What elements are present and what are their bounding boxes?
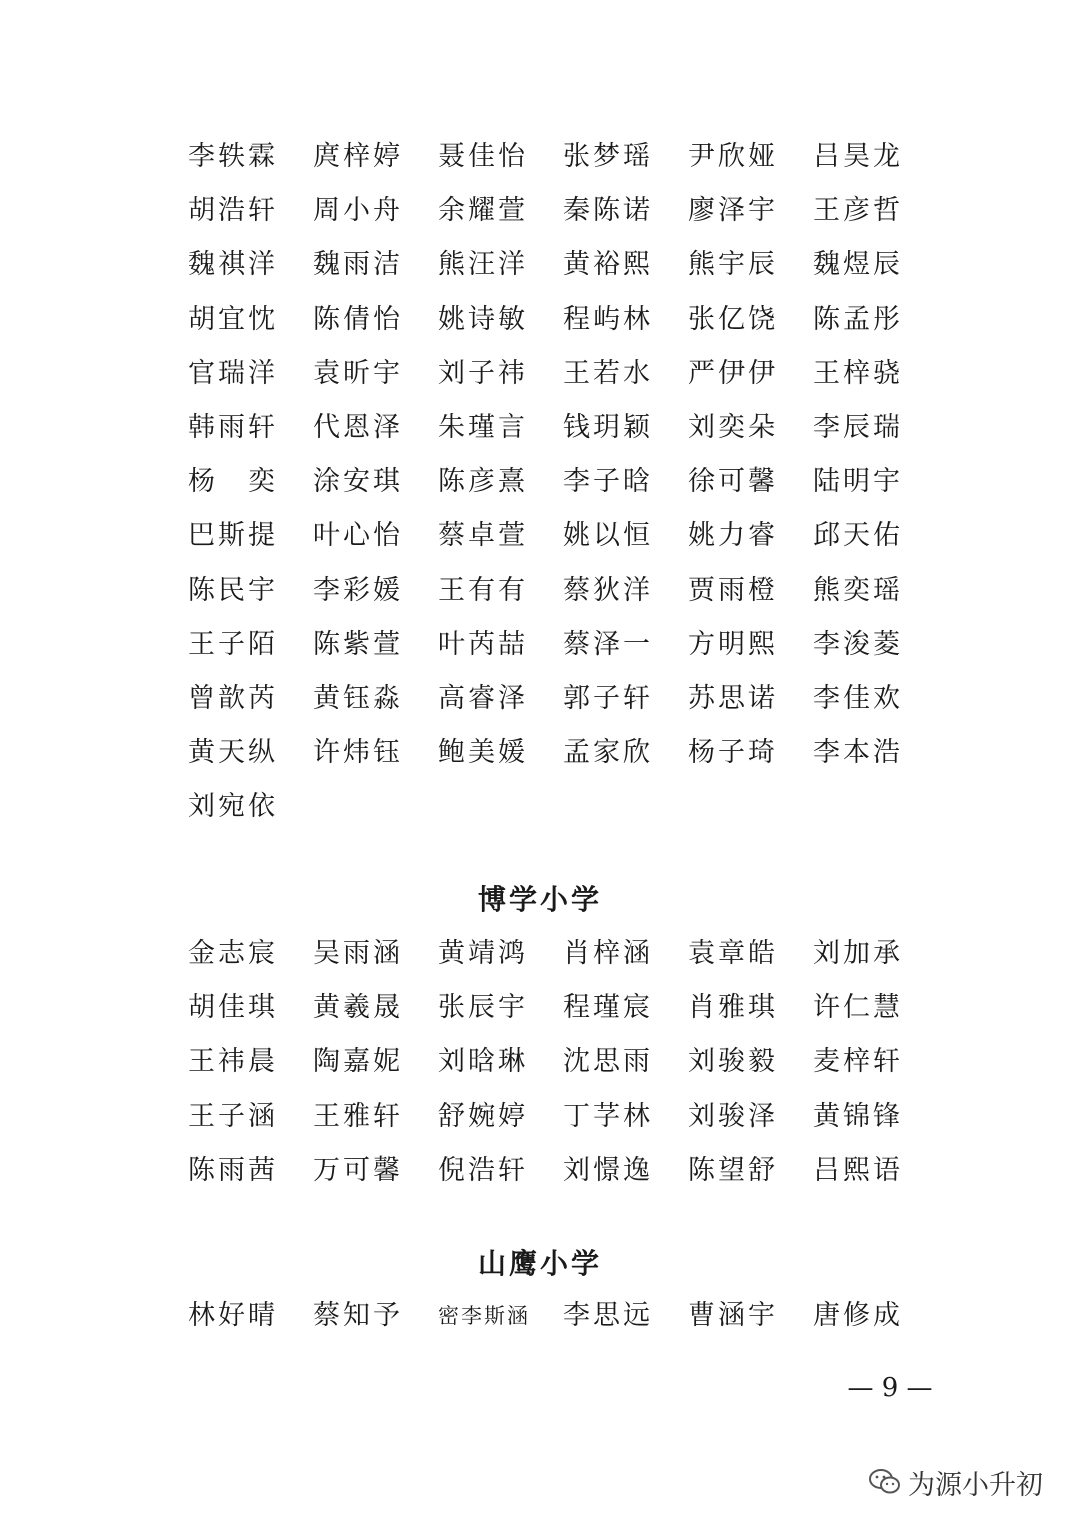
- student-name: 袁章皓: [688, 938, 778, 969]
- student-name: 张亿饶: [688, 303, 778, 335]
- student-name: 聂佳怡: [438, 141, 528, 172]
- student-name: 唐修成: [813, 1300, 903, 1331]
- student-name: 邱天佑: [813, 520, 903, 552]
- student-name: 刘加承: [813, 938, 903, 969]
- student-name: 王雅轩: [313, 1100, 403, 1132]
- student-name: 叶芮喆: [438, 628, 528, 660]
- student-name: 黄钰淼: [313, 682, 403, 714]
- student-name: 廖泽宇: [688, 195, 778, 227]
- student-name: 王彦哲: [813, 195, 903, 227]
- student-name: 官瑞洋: [188, 357, 278, 389]
- student-name: 李轶霖: [188, 141, 278, 172]
- student-name: 熊奕瑶: [813, 574, 903, 606]
- student-name: 黄天纵: [188, 737, 278, 769]
- student-name: 朱瑾言: [438, 411, 528, 443]
- watermark-text: 为源小升初: [908, 1469, 1043, 1501]
- student-name: 孟家欣: [563, 737, 653, 769]
- student-name: 陈紫萱: [313, 628, 403, 660]
- student-name: 曹涵宇: [688, 1300, 778, 1331]
- student-name: 姚以恒: [563, 520, 653, 552]
- student-name: 贾雨橙: [688, 574, 778, 606]
- student-name: 袁昕宇: [313, 357, 403, 389]
- name-list-shanying: [188, 1289, 948, 1343]
- student-name: 李辰瑞: [813, 411, 903, 443]
- student-name: 舒婉婷: [438, 1100, 528, 1132]
- student-name: 肖梓涵: [563, 938, 653, 969]
- student-name: 胡宜忱: [188, 303, 278, 335]
- student-name: 程屿林: [563, 303, 653, 335]
- student-name: 刘骏泽: [688, 1100, 778, 1132]
- student-name: 胡浩轩: [188, 195, 278, 227]
- student-name: 杨子琦: [688, 737, 778, 769]
- student-name: 李浚菱: [813, 628, 903, 660]
- student-name: 熊宇辰: [688, 249, 778, 281]
- student-name: 李本浩: [813, 737, 903, 769]
- student-name: 巴斯提: [188, 520, 278, 552]
- student-name: 韩雨轩: [188, 411, 278, 443]
- student-name: 吕昊龙: [813, 141, 903, 172]
- school-heading-boxue: 博学小学: [477, 883, 602, 916]
- student-name: 麦梓轩: [813, 1046, 903, 1078]
- student-name: 吴雨涵: [313, 938, 403, 969]
- student-name: 倪浩轩: [438, 1154, 528, 1186]
- page-number: — 9 —: [847, 1373, 933, 1403]
- student-name: 姚力睿: [688, 520, 778, 552]
- student-name: 陈民宇: [188, 574, 278, 606]
- student-name: 王有有: [438, 574, 528, 606]
- student-name: 李彩媛: [313, 574, 403, 606]
- student-name: 刘憬逸: [563, 1154, 653, 1186]
- student-name: 叶心怡: [313, 520, 403, 552]
- student-name: 丁芓林: [563, 1100, 653, 1132]
- student-name: 严伊伊: [688, 357, 778, 389]
- student-name: 密李斯涵: [438, 1304, 530, 1328]
- student-name: 尹欣娅: [688, 141, 778, 172]
- watermark: [868, 1462, 1043, 1502]
- student-name: 陈雨茜: [188, 1154, 278, 1186]
- student-name: 黄锦锋: [813, 1100, 903, 1132]
- student-name: 李思远: [563, 1300, 653, 1331]
- student-name: 吕熙语: [813, 1154, 903, 1186]
- school-heading-shanying: 山鹰小学: [477, 1247, 602, 1280]
- student-name: 蔡知予: [313, 1300, 403, 1331]
- student-name: 李子晗: [563, 466, 653, 498]
- wechat-icon: [868, 1467, 902, 1497]
- student-name: 陈孟彤: [813, 303, 903, 335]
- student-name: 万可馨: [313, 1154, 403, 1186]
- student-name: 张辰宇: [438, 992, 528, 1024]
- student-name: 魏祺洋: [188, 249, 278, 281]
- student-name: 刘子祎: [438, 357, 528, 389]
- student-name: 蔡卓萱: [438, 520, 528, 552]
- student-name: 王子涵: [188, 1100, 278, 1132]
- student-name: 李佳欢: [813, 682, 903, 714]
- student-name: 黄裕熙: [563, 249, 653, 281]
- student-name: 杨 奕: [188, 466, 278, 498]
- student-name: 陶嘉妮: [313, 1046, 403, 1078]
- name-list-boxue: [188, 927, 948, 1198]
- student-name: 徐可馨: [688, 466, 778, 498]
- student-name: 金志宸: [188, 938, 278, 969]
- student-name: 钱玥颖: [563, 411, 653, 443]
- student-name: 林好晴: [188, 1300, 278, 1331]
- student-name: 刘骏毅: [688, 1046, 778, 1078]
- student-name: 许炜钰: [313, 737, 403, 769]
- student-name: 沈思雨: [563, 1046, 653, 1078]
- student-name: 涂安琪: [313, 466, 403, 498]
- student-name: 王子陌: [188, 628, 278, 660]
- name-list-section-1: [188, 130, 948, 834]
- student-name: 蔡泽一: [563, 628, 653, 660]
- student-name: 鲍美媛: [438, 737, 528, 769]
- student-name: 曾歆芮: [188, 682, 278, 714]
- student-name: 肖雅琪: [688, 992, 778, 1024]
- student-name: 魏雨洁: [313, 249, 403, 281]
- student-name: 王祎晨: [188, 1046, 278, 1078]
- student-name: 苏思诺: [688, 682, 778, 714]
- student-name: 胡佳琪: [188, 992, 278, 1024]
- student-name: 郭子轩: [563, 682, 653, 714]
- student-name: 刘宛依: [188, 791, 278, 823]
- student-name: 陈望舒: [688, 1154, 778, 1186]
- student-name: 陈倩怡: [313, 303, 403, 335]
- student-name: 姚诗敏: [438, 303, 528, 335]
- student-name: 王梓骁: [813, 357, 903, 389]
- student-name: 陆明宇: [813, 466, 903, 498]
- student-name: 程瑾宸: [563, 992, 653, 1024]
- student-name: 魏煜辰: [813, 249, 903, 281]
- student-name: 余耀萱: [438, 195, 528, 227]
- student-name: 王若水: [563, 357, 653, 389]
- student-name: 刘晗琳: [438, 1046, 528, 1078]
- student-name: 高睿泽: [438, 682, 528, 714]
- student-name: 黄靖鸿: [438, 938, 528, 969]
- student-name: 周小舟: [313, 195, 403, 227]
- student-name: 代恩泽: [313, 411, 403, 443]
- student-name: 刘奕朵: [688, 411, 778, 443]
- student-name: 陈彦熹: [438, 466, 528, 498]
- student-name: 许仁慧: [813, 992, 903, 1024]
- student-name: 黄羲晟: [313, 992, 403, 1024]
- student-name: 张梦瑶: [563, 141, 653, 172]
- student-name: 熊汪洋: [438, 249, 528, 281]
- student-name: 秦陈诺: [563, 195, 653, 227]
- student-name: 蔡狄洋: [563, 574, 653, 606]
- student-name: 庹梓婷: [313, 141, 403, 172]
- student-name: 方明熙: [688, 628, 778, 660]
